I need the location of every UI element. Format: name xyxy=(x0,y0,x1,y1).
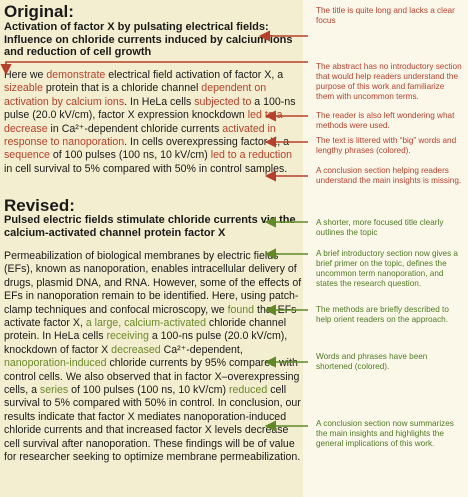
abstract-text: Here we xyxy=(4,69,47,81)
highlighted-phrase: activated in response to nanoporation xyxy=(4,122,276,149)
abstract-text: of 100 pulses (100 ns, 10 kV/cm) xyxy=(68,384,229,397)
abstract-text: protein that is a chloride channel xyxy=(42,82,202,95)
note-words-revised: Words and phrases have been shortened (colored). xyxy=(316,352,428,371)
highlighted-phrase: led to a reduction xyxy=(210,149,292,162)
note-conclusion-original: A conclusion section helping readers understand the main insights is missing. xyxy=(316,166,462,185)
highlighted-phrase: dependent on activation by calcium ions xyxy=(4,82,267,108)
note-methods-revised: The methods are briefly described to help orient readers on the approach. xyxy=(316,305,449,324)
highlighted-phrase: sizeable xyxy=(4,82,43,95)
highlighted-phrase: a large, calcium-activated xyxy=(85,317,206,330)
revised-heading: Revised: xyxy=(4,196,75,215)
note-title-revised: A shorter, more focused title clearly outlines the topic xyxy=(316,218,444,237)
abstract-text: a 100-ns pulse (20.0 kV/cm), knockdown of factor X xyxy=(4,330,288,356)
abstract-text: chloride currents by 95% compared with control cells. We also observed that in factor X–overexpressing cells, a xyxy=(4,357,300,397)
abstract-text: Permeabilization of biological membranes by electric fields (EFs), known as nanoporation, enables intracellular delivery of drugs, plasmid DNA, and RNA. However, some of the effects of EFs in nanoporation remain to be identified. Here, using patch-clamp techniques and confocal microscopy, we xyxy=(4,250,302,316)
highlighted-phrase: found xyxy=(227,303,255,316)
highlighted-phrase: reduced xyxy=(228,384,268,397)
revised-abstract xyxy=(4,250,302,465)
abstract-text: in Ca²⁺-dependent chloride currents xyxy=(47,122,223,135)
highlighted-phrase: led to a decrease xyxy=(4,109,283,135)
original-heading: Original: xyxy=(4,2,74,21)
highlighted-phrase: subjected to xyxy=(194,95,252,108)
abstract-text: chloride channel protein. In HeLa cells xyxy=(4,317,287,343)
revised-title: Pulsed electric fields stimulate chloride currents via the calcium-activated channel protein factor X xyxy=(4,214,296,239)
abstract-text: of 100 pulses (100 ns, 10 kV/cm) xyxy=(49,149,211,162)
note-methods-original: The reader is also left wondering what methods were used. xyxy=(316,111,455,130)
note-title-original: The title is quite long and lacks a clear focus xyxy=(316,6,455,25)
note-intro-revised: A brief introductory section now gives a brief primer on the topic, defines the uncommon term nanoporation, and states the research question. xyxy=(316,249,458,288)
highlighted-phrase: receiving xyxy=(106,330,149,343)
abstract-text: . In HeLa cells xyxy=(124,95,195,108)
highlighted-phrase: series xyxy=(39,384,69,397)
note-words-original: The text is littered with “big” words and lengthy phrases (colored). xyxy=(316,136,457,155)
abstract-text: a 100-ns pulse (20.0 kV/cm), factor X expression knockdown xyxy=(4,95,296,122)
note-intro-original: The abstract has no introductory section that would help readers understand the purpose of this work and familiarize them with uncommon terms. xyxy=(316,62,462,101)
note-conclusion-revised: A conclusion section now summarizes the main insights and highlights the general implications of this work. xyxy=(316,419,454,448)
highlighted-phrase: demonstrate xyxy=(46,69,106,81)
highlighted-phrase: sequence xyxy=(4,149,50,162)
abstract-text: . In cells overexpressing factor X, a xyxy=(124,136,290,149)
original-abstract xyxy=(4,69,302,176)
highlighted-phrase: nanoporation-induced xyxy=(4,357,107,370)
abstract-text: that EFs activate factor X, xyxy=(4,303,297,330)
abstract-text: cell survival to 5% compared with 50% in control. In conclusion, our results indicate that factor X mediates nanoporation-induced chloride currents and that increased factor X levels decrease cell survival after nanoporation. These findings will be of value for researcher seeking to optimize membrane permeabilization. xyxy=(4,384,301,464)
original-title: Activation of factor X by pulsating electrical fields: Influence on chloride currents induced by calcium ions and reduction of cell growth xyxy=(4,21,293,58)
abstract-text: electrical field activation of factor X, a xyxy=(105,69,284,81)
highlighted-phrase: decreased xyxy=(111,343,161,356)
abstract-text: Ca²⁺-dependent, xyxy=(160,343,243,356)
abstract-text: in cell survival to 5% compared with 50% in control samples. xyxy=(4,162,288,175)
